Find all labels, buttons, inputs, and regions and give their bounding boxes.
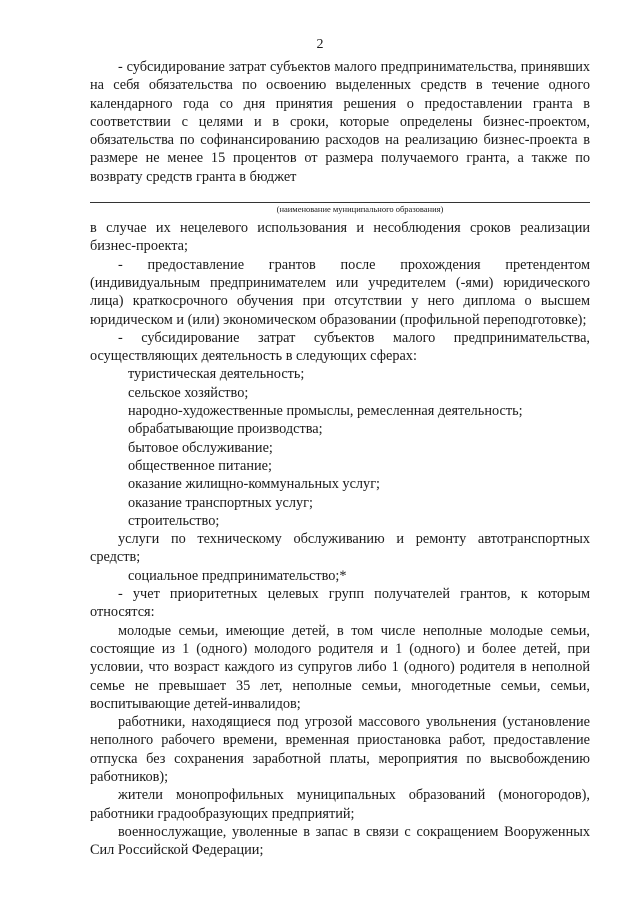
sphere-item: оказание транспортных услуг; [128, 494, 313, 511]
sphere-item: народно-художественные промыслы, ремесленная деятельность; [128, 403, 523, 420]
sphere-item: обрабатывающие производства; [128, 421, 323, 438]
page-number: 2 [316, 37, 324, 52]
sphere-item: оказание жилищно-коммунальных услуг; [128, 476, 381, 493]
sphere-item: туристическая деятельность; [128, 366, 305, 383]
sphere-item: общественное питание; [128, 457, 272, 474]
fill-in-line [90, 186, 590, 203]
paragraph-training: - предоставление грантов после прохождения претендентом (индивидуальным предпринимателем или учредителем (-ями) юридического лица) краткосрочного обучения при отсутствии у него диплома о высшем юридическом и (или) экономическом образовании (профильной переподготовке); [90, 256, 590, 328]
group-item-young-families: молодые семьи, имеющие детей, в том числе неполные молодые семьи, состоящие из 1 (одного) молодого родителя и 1 (одного) и более детей, при условии, что возраст каждого из супругов либо 1 (одного) родителя в неполной семье не превышает 35 лет, неполные семьи, многодетные семьи, семьи, воспитывающие детей-инвалидов; [90, 622, 590, 712]
paragraph-target-groups: - учет приоритетных целевых групп получателей грантов, к которым относятся: [90, 586, 590, 621]
group-item-military: военнослужащие, уволенные в запас в связи с сокращением Вооруженных Сил Российской Федерации; [90, 823, 590, 859]
sphere-item: строительство; [128, 512, 220, 529]
sphere-item-social: социальное предпринимательство;* [128, 567, 347, 584]
sphere-item: бытовое обслуживание; [128, 439, 273, 456]
paragraph-grant-subsidy: - субсидирование затрат субъектов малого предпринимательства, принявших на себя обязательства по освоению выделенных средств в течение одного календарного года со дня принятия решения о предоставлении гранта в соответствии с целями и в сроки, которые определены бизнес-проектом, обязательства по софинансированию расходов на реализацию бизнес-проекта в размере не менее 15 процентов от размера получаемого гранта, а также по возврату средств гранта в бюджет [90, 59, 590, 185]
sphere-item-transport: услуги по техническому обслуживанию и ремонту автотранспортных средств; [90, 531, 590, 566]
document-body [90, 58, 590, 859]
group-item-workers-at-risk: работники, находящиеся под угрозой массового увольнения (установление неполного рабочего времени, временная приостановка работ, предоставление отпуска без сохранения заработной платы, мероприятия по высвобождению работников); [90, 714, 590, 785]
fill-in-caption: (наименование муниципального образования) [276, 204, 444, 215]
sphere-item: сельское хозяйство; [128, 384, 249, 401]
paragraph-spheres: - субсидирование затрат субъектов малого предпринимательства, осуществляющих деятельность в следующих сферах: [90, 329, 590, 365]
paragraph-continuation: в случае их нецелевого использования и несоблюдения сроков реализации бизнес-проекта; [90, 220, 590, 255]
group-item-monotowns: жители монопрофильных муниципальных образований (моногородов), работники градообразующих предприятий; [90, 787, 590, 822]
